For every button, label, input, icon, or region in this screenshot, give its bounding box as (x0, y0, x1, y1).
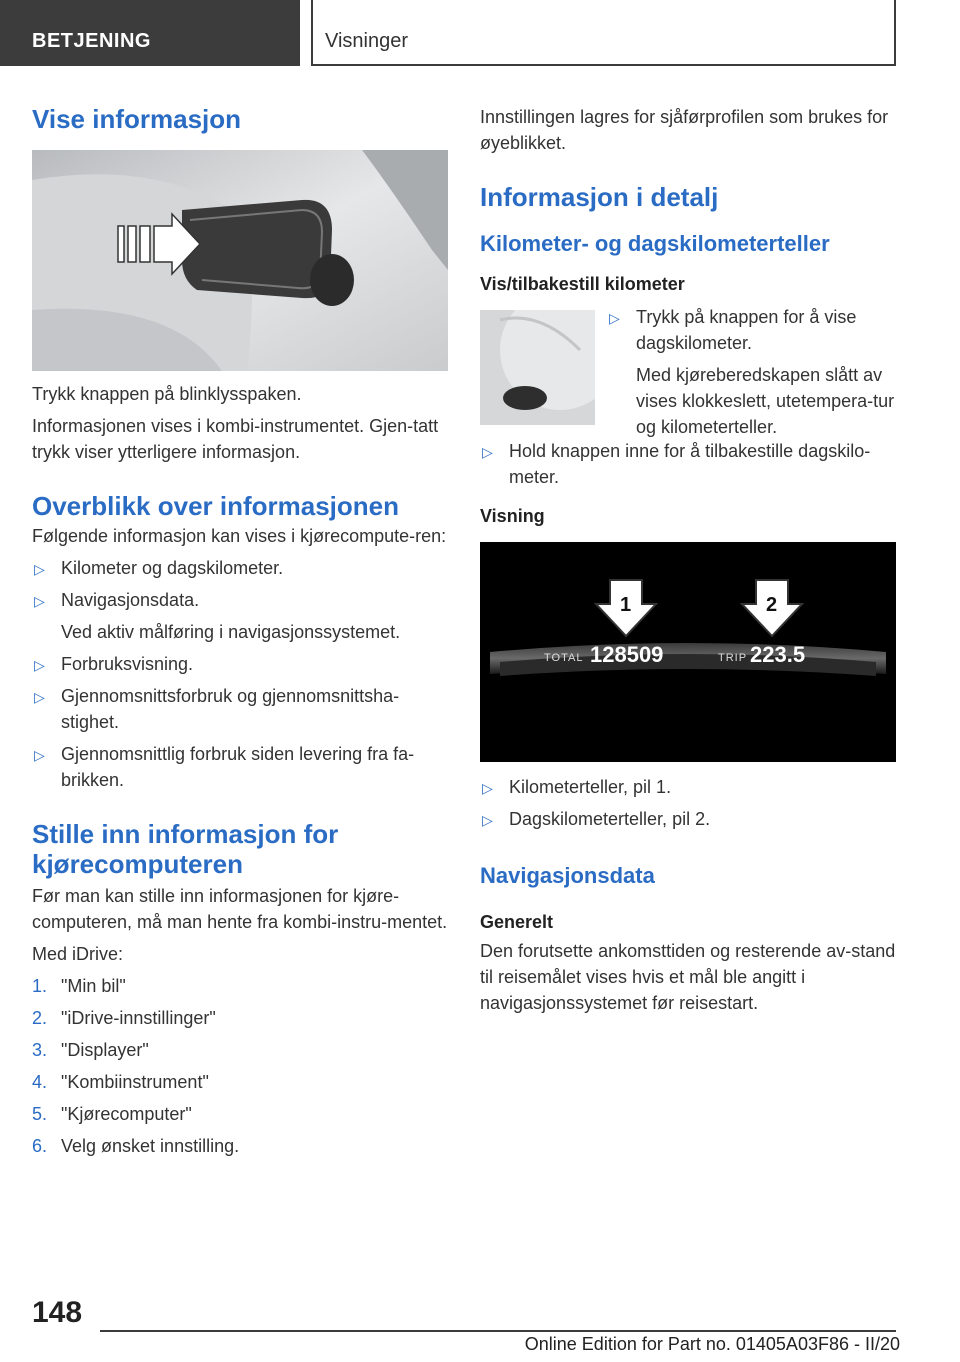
step-item: 4. "Kombiinstrument" (32, 1072, 209, 1092)
arrow-1-label: 1 (620, 594, 632, 616)
overview-title: Overblikk over informasjonen (32, 491, 400, 521)
step-item: 2. "iDrive-innstillinger" (32, 1008, 216, 1028)
left-column (32, 100, 448, 1159)
list-item: ▷ Gjennomsnittlig forbruk siden levering fra fa-brikken. (34, 744, 415, 790)
list-item: ▷ Dagskilometerteller, pil 2. (480, 806, 896, 832)
list-item: ▷ Forbruksvisning. (32, 651, 448, 677)
page-number: 148 (32, 1296, 83, 1329)
settings-paragraph: Før man kan stille inn informasjonen for kjøre-computeren, må man hente fra kombi-instru-mentet. (32, 886, 448, 932)
idrive-label: Med iDrive: (32, 944, 124, 964)
bullet-triangle-icon: ▷ (482, 780, 493, 796)
bullet-triangle-icon: ▷ (34, 593, 45, 609)
footer-edition: Online Edition for Part no. 01405A03F86 - II/20 (524, 1334, 900, 1354)
list-item: ▷ Kilometer og dagskilometer. (32, 555, 448, 581)
general-title: Generelt (480, 912, 554, 932)
display-list (480, 774, 896, 832)
trip-label: TRIP (718, 652, 748, 664)
list-item: ▷ Gjennomsnittsforbruk og gjennomsnittsha-stighet. (34, 686, 400, 732)
section-title: Vise informasjon (32, 104, 242, 134)
reset-title: Vis/tilbakestill kilometer (480, 274, 685, 294)
bullet-triangle-icon: ▷ (34, 657, 45, 673)
step-item: 1. "Min bil" (32, 976, 126, 996)
list-item: ▷ Trykk på knappen for å vise dagskilometer. Med kjøreberedskapen slått av vises klokkeslett, utetempera-tur og kilometerteller. (609, 307, 895, 437)
overview-intro: Følgende informasjon kan vises i kjørecompute-ren: (32, 526, 447, 546)
total-value: 128509 (590, 642, 664, 667)
nav-title: Navigasjonsdata (480, 863, 655, 888)
step-item: 5. "Kjørecomputer" (32, 1104, 192, 1124)
bullet-triangle-icon: ▷ (609, 310, 620, 326)
image-caption: Trykk knappen på blinklysspaken. (32, 384, 302, 404)
settings-title: Stille inn informasjon for kjørecomputeren (32, 819, 339, 879)
section-tab: BETJENING (0, 0, 300, 66)
bullet-triangle-icon: ▷ (482, 444, 493, 460)
instrument-button-image (480, 310, 595, 425)
reset-block (480, 304, 896, 494)
bullet-triangle-icon: ▷ (482, 812, 493, 828)
step-item: 3. "Displayer" (32, 1040, 149, 1060)
settings-steps (32, 973, 448, 1159)
odometer-display-image (480, 542, 896, 762)
km-title: Kilometer- og dagskilometerteller (480, 231, 830, 256)
info-paragraph: Informasjonen vises i kombi-instrumentet. Gjen-tatt trykk viser ytterligere informasjon. (32, 416, 439, 462)
bullet-triangle-icon: ▷ (34, 747, 45, 763)
footer-divider (100, 1330, 896, 1332)
right-column (480, 100, 896, 1016)
list-item: ▷ Hold knappen inne for å tilbakestille dagskilo-meter. (482, 441, 871, 487)
chapter-tab: Visninger (311, 0, 896, 66)
overview-list (32, 555, 448, 793)
intro-paragraph: Innstillingen lagres for sjåførprofilen som brukes for øyeblikket. (480, 107, 889, 153)
trip-value: 223.5 (750, 642, 806, 667)
bullet-triangle-icon: ▷ (34, 561, 45, 577)
bullet-triangle-icon: ▷ (34, 689, 45, 705)
detail-title: Informasjon i detalj (480, 182, 719, 212)
list-item: ▷ Kilometerteller, pil 1. (480, 774, 896, 800)
step-item: 6. Velg ønsket innstilling. (32, 1136, 240, 1156)
display-title: Visning (480, 506, 545, 526)
general-paragraph: Den forutsette ankomsttiden og resterende av-stand til reisemålet vises hvis et mål ble angitt i navigasjonssystemet før reisestart. (480, 941, 896, 1013)
reset-list (607, 298, 896, 440)
page-header (0, 0, 960, 66)
total-label: TOTAL (544, 652, 584, 664)
arrow-2-label: 2 (766, 594, 778, 616)
list-item: ▷ Navigasjonsdata. Ved aktiv målføring i navigasjonssystemet. (34, 590, 401, 642)
turn-signal-lever-image (32, 150, 448, 371)
reset-list-2 (480, 432, 896, 490)
